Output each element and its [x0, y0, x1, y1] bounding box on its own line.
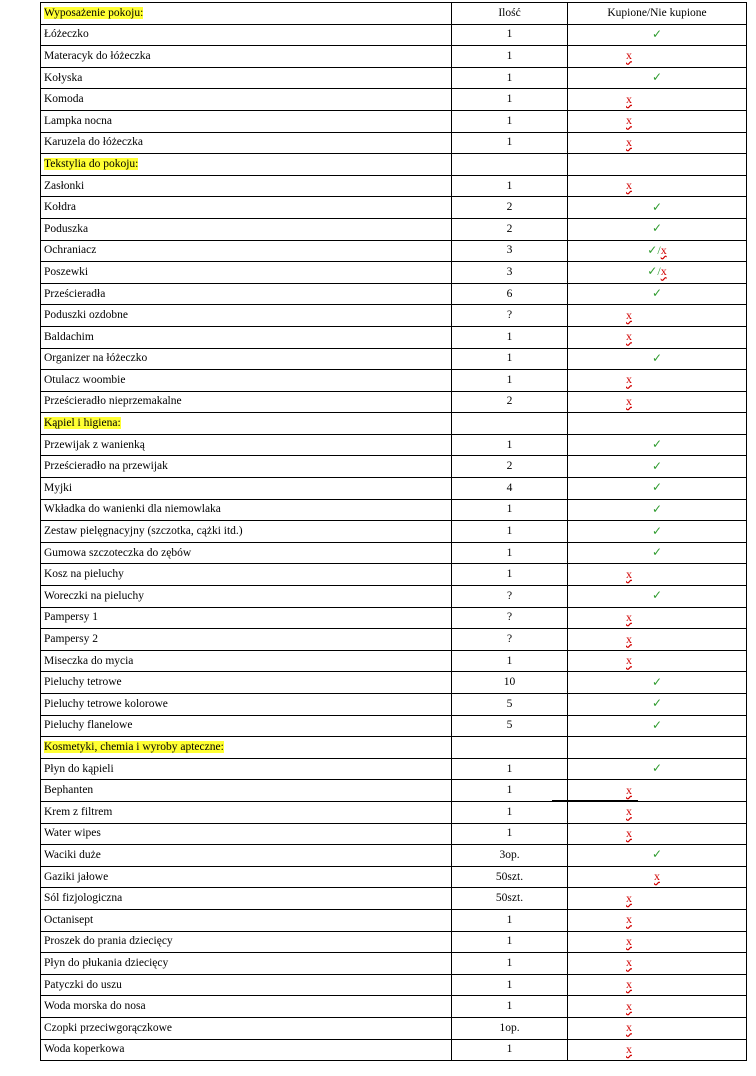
status-cell — [568, 694, 747, 716]
quantity-cell: 1 — [452, 521, 568, 543]
quantity-cell: 1 — [452, 132, 568, 154]
check-icon: ✓ — [651, 523, 663, 538]
item-name-cell: Materacyk do łóżeczka — [41, 46, 452, 68]
not-bought-icon: x — [654, 869, 660, 884]
status-cell — [568, 218, 747, 240]
item-name-cell: Bephanten — [41, 780, 452, 802]
item-name-cell: Komoda — [41, 89, 452, 111]
section-row — [41, 737, 747, 759]
separator: / — [657, 242, 661, 257]
item-name-cell: Poduszka — [41, 218, 452, 240]
table-row — [41, 262, 747, 284]
status-cell — [568, 953, 747, 975]
table-row — [41, 866, 747, 888]
status-cell — [568, 348, 747, 370]
status-cell — [568, 46, 747, 68]
item-name-cell: Ochraniacz — [41, 240, 452, 262]
table-row — [41, 758, 747, 780]
not-bought-icon: x — [626, 113, 632, 128]
table-row — [41, 715, 747, 737]
item-name-cell: Pampersy 2 — [41, 629, 452, 651]
check-icon: ✓ — [651, 437, 663, 452]
status-cell — [568, 175, 747, 197]
status-cell — [568, 110, 747, 132]
item-name-cell: Sól fizjologiczna — [41, 888, 452, 910]
status-cell — [568, 672, 747, 694]
item-name-cell: Krem z filtrem — [41, 801, 452, 823]
table-row — [41, 67, 747, 89]
quantity-cell: 1 — [452, 67, 568, 89]
item-name-cell: Wkładka do wanienki dla niemowlaka — [41, 499, 452, 521]
quantity-cell: 1 — [452, 1039, 568, 1061]
table-row — [41, 823, 747, 845]
item-name-cell: Kołyska — [41, 67, 452, 89]
quantity-cell: ? — [452, 607, 568, 629]
not-bought-icon: x — [626, 804, 632, 819]
quantity-cell: 6 — [452, 283, 568, 305]
check-icon: ✓ — [651, 545, 663, 560]
check-icon: ✓ — [651, 26, 663, 41]
not-bought-icon: x — [626, 631, 632, 646]
status-cell — [568, 823, 747, 845]
item-name-cell: Gaziki jałowe — [41, 866, 452, 888]
quantity-cell: 3 — [452, 262, 568, 284]
item-name-cell: Gumowa szczoteczka do zębów — [41, 542, 452, 564]
quantity-cell: 1 — [452, 650, 568, 672]
status-cell — [568, 132, 747, 154]
table-row — [41, 456, 747, 478]
quantity-cell: 3op. — [452, 845, 568, 867]
not-bought-icon: x — [660, 264, 667, 279]
quantity-cell: 4 — [452, 478, 568, 500]
quantity-cell: 2 — [452, 197, 568, 219]
status-cell — [568, 521, 747, 543]
table-row — [41, 305, 747, 327]
not-bought-icon: x — [626, 912, 632, 927]
item-name-cell — [41, 413, 452, 435]
quantity-cell: 10 — [452, 672, 568, 694]
status-cell — [568, 326, 747, 348]
table-row — [41, 974, 747, 996]
status-cell — [568, 262, 747, 284]
partial-status — [647, 244, 666, 257]
quantity-cell: 2 — [452, 391, 568, 413]
status-cell — [568, 607, 747, 629]
quantity-cell: 50szt. — [452, 866, 568, 888]
status-cell — [568, 845, 747, 867]
table-row — [41, 46, 747, 68]
not-bought-icon: x — [626, 933, 632, 948]
table-row — [41, 132, 747, 154]
not-bought-icon: x — [626, 955, 632, 970]
not-bought-icon: x — [626, 1041, 632, 1056]
quantity-cell: 1 — [452, 46, 568, 68]
quantity-cell: ? — [452, 305, 568, 327]
status-cell — [568, 456, 747, 478]
quantity-cell: 1 — [452, 499, 568, 521]
item-name-cell: Prześcieradło nieprzemakalne — [41, 391, 452, 413]
status-cell — [568, 1017, 747, 1039]
check-icon: ✓ — [647, 242, 658, 257]
item-name-cell: Miseczka do mycia — [41, 650, 452, 672]
table-row — [41, 326, 747, 348]
item-name-cell: Woda morska do nosa — [41, 996, 452, 1018]
not-bought-icon: x — [626, 998, 632, 1013]
quantity-cell: 1 — [452, 175, 568, 197]
quantity-cell: ? — [452, 586, 568, 608]
quantity-cell: 2 — [452, 218, 568, 240]
status-cell — [568, 283, 747, 305]
table-row — [41, 888, 747, 910]
table-row — [41, 348, 747, 370]
section-title: Kąpiel i higiena: — [44, 417, 121, 430]
check-icon: ✓ — [651, 501, 663, 516]
table-row — [41, 499, 747, 521]
item-name-cell: Kołdra — [41, 197, 452, 219]
table-row — [41, 650, 747, 672]
item-name-cell — [41, 737, 452, 759]
shopping-list-table — [40, 2, 747, 1061]
stray-line — [552, 800, 638, 801]
quantity-cell: 1 — [452, 953, 568, 975]
item-name-cell: Myjki — [41, 478, 452, 500]
status-cell — [568, 154, 747, 176]
status-cell — [568, 370, 747, 392]
not-bought-icon: x — [626, 307, 632, 322]
quantity-cell: ? — [452, 629, 568, 651]
item-name-cell: Przewijak z wanienką — [41, 434, 452, 456]
item-name-cell: Patyczki do uszu — [41, 974, 452, 996]
table-row — [41, 780, 747, 802]
status-cell — [568, 888, 747, 910]
quantity-cell: 5 — [452, 715, 568, 737]
quantity-cell: 1 — [452, 996, 568, 1018]
item-name-cell: Zestaw pielęgnacyjny (szczotka, cążki itd.) — [41, 521, 452, 543]
item-name-cell: Woreczki na pieluchy — [41, 586, 452, 608]
quantity-cell: 2 — [452, 456, 568, 478]
check-icon: ✓ — [651, 199, 663, 214]
check-icon: ✓ — [651, 221, 663, 236]
status-cell — [568, 413, 747, 435]
table-row — [41, 953, 747, 975]
item-name-cell: Woda koperkowa — [41, 1039, 452, 1061]
status-cell — [568, 758, 747, 780]
quantity-cell: 50szt. — [452, 888, 568, 910]
not-bought-icon: x — [626, 566, 632, 581]
not-bought-icon: x — [626, 178, 632, 193]
not-bought-icon: x — [626, 653, 632, 668]
table-row — [41, 434, 747, 456]
quantity-cell: 1 — [452, 758, 568, 780]
status-cell — [568, 499, 747, 521]
quantity-cell: 1 — [452, 89, 568, 111]
check-icon: ✓ — [651, 480, 663, 495]
quantity-cell — [452, 413, 568, 435]
table-row — [41, 909, 747, 931]
item-name-cell: Zasłonki — [41, 175, 452, 197]
not-bought-icon: x — [626, 393, 632, 408]
item-name-cell: Prześcieradła — [41, 283, 452, 305]
item-name-cell: Kosz na pieluchy — [41, 564, 452, 586]
quantity-cell: 1 — [452, 348, 568, 370]
status-cell — [568, 197, 747, 219]
status-cell — [568, 240, 747, 262]
check-icon: ✓ — [651, 696, 663, 711]
table-row — [41, 629, 747, 651]
status-cell — [568, 974, 747, 996]
section-highlight: Wyposażenie pokoju: — [44, 6, 144, 19]
status-cell — [568, 737, 747, 759]
quantity-cell — [452, 154, 568, 176]
item-name-cell: Lampka nocna — [41, 110, 452, 132]
not-bought-icon: x — [626, 1020, 632, 1035]
check-icon: ✓ — [651, 286, 663, 301]
section-row — [41, 413, 747, 435]
table-row — [41, 564, 747, 586]
not-bought-icon: x — [626, 890, 632, 905]
item-name-cell — [41, 154, 452, 176]
table-row — [41, 996, 747, 1018]
table-row — [41, 1039, 747, 1061]
item-name-cell: Water wipes — [41, 823, 452, 845]
table-row — [41, 110, 747, 132]
section-row — [41, 154, 747, 176]
table-row — [41, 542, 747, 564]
check-icon: ✓ — [651, 350, 663, 365]
status-cell — [568, 650, 747, 672]
table-row — [41, 931, 747, 953]
quantity-cell: 1 — [452, 370, 568, 392]
status-cell — [568, 542, 747, 564]
check-icon: ✓ — [651, 458, 663, 473]
status-cell — [568, 586, 747, 608]
not-bought-icon: x — [626, 825, 632, 840]
quantity-cell: 1op. — [452, 1017, 568, 1039]
table-row — [41, 391, 747, 413]
check-icon: ✓ — [647, 264, 658, 279]
item-name-cell: Karuzela do łóżeczka — [41, 132, 452, 154]
item-name-cell: Pampersy 1 — [41, 607, 452, 629]
table-row — [41, 478, 747, 500]
item-name-cell: Płyn do kąpieli — [41, 758, 452, 780]
check-icon: ✓ — [651, 674, 663, 689]
table-row — [41, 521, 747, 543]
table-header-row — [41, 3, 747, 25]
item-name-cell: Organizer na łóżeczko — [41, 348, 452, 370]
item-name-cell: Octanisept — [41, 909, 452, 931]
quantity-cell: 1 — [452, 801, 568, 823]
section-title: Tekstylia do pokoju: — [44, 157, 139, 170]
status-cell — [568, 801, 747, 823]
status-cell — [568, 780, 747, 802]
quantity-cell: 1 — [452, 542, 568, 564]
item-name-cell: Pieluchy tetrowe kolorowe — [41, 694, 452, 716]
quantity-cell: 1 — [452, 823, 568, 845]
header-status: Kupione/Nie kupione — [568, 3, 747, 25]
table-row — [41, 801, 747, 823]
partial-status — [647, 265, 666, 278]
status-cell — [568, 24, 747, 46]
item-name-cell: Łóżeczko — [41, 24, 452, 46]
check-icon: ✓ — [651, 588, 663, 603]
status-cell — [568, 564, 747, 586]
not-bought-icon: x — [626, 977, 632, 992]
table-row — [41, 694, 747, 716]
not-bought-icon: x — [626, 782, 632, 797]
table-row — [41, 370, 747, 392]
header-category — [41, 3, 452, 25]
table-row — [41, 586, 747, 608]
status-cell — [568, 305, 747, 327]
table-row — [41, 845, 747, 867]
status-cell — [568, 1039, 747, 1061]
quantity-cell: 1 — [452, 110, 568, 132]
item-name-cell: Pieluchy tetrowe — [41, 672, 452, 694]
quantity-cell: 1 — [452, 24, 568, 46]
item-name-cell: Proszek do prania dziecięcy — [41, 931, 452, 953]
table-row — [41, 283, 747, 305]
status-cell — [568, 434, 747, 456]
status-cell — [568, 67, 747, 89]
status-cell — [568, 629, 747, 651]
quantity-cell: 1 — [452, 564, 568, 586]
quantity-cell: 1 — [452, 909, 568, 931]
table-row — [41, 1017, 747, 1039]
quantity-cell: 1 — [452, 974, 568, 996]
quantity-cell: 5 — [452, 694, 568, 716]
status-cell — [568, 909, 747, 931]
item-name-cell: Czopki przeciwgorączkowe — [41, 1017, 452, 1039]
table-row — [41, 218, 747, 240]
not-bought-icon: x — [626, 48, 632, 63]
not-bought-icon: x — [626, 372, 632, 387]
status-cell — [568, 931, 747, 953]
not-bought-icon: x — [626, 91, 632, 106]
quantity-cell: 3 — [452, 240, 568, 262]
item-name-cell: Pieluchy flanelowe — [41, 715, 452, 737]
not-bought-icon: x — [626, 329, 632, 344]
status-cell — [568, 996, 747, 1018]
section-title: Kosmetyki, chemia i wyroby apteczne: — [44, 740, 224, 753]
item-name-cell: Poduszki ozdobne — [41, 305, 452, 327]
quantity-cell: 1 — [452, 780, 568, 802]
not-bought-icon: x — [660, 242, 667, 257]
check-icon: ✓ — [651, 847, 663, 862]
check-icon: ✓ — [651, 70, 663, 85]
item-name-cell: Płyn do płukania dziecięcy — [41, 953, 452, 975]
item-name-cell: Otulacz woombie — [41, 370, 452, 392]
not-bought-icon: x — [626, 134, 632, 149]
header-quantity: Ilość — [452, 3, 568, 25]
status-cell — [568, 89, 747, 111]
table-row — [41, 607, 747, 629]
item-name-cell: Poszewki — [41, 262, 452, 284]
table-row — [41, 672, 747, 694]
table-row — [41, 89, 747, 111]
status-cell — [568, 866, 747, 888]
table-row — [41, 175, 747, 197]
table-row — [41, 24, 747, 46]
status-cell — [568, 715, 747, 737]
quantity-cell: 1 — [452, 326, 568, 348]
check-icon: ✓ — [651, 717, 663, 732]
quantity-cell: 1 — [452, 931, 568, 953]
status-cell — [568, 478, 747, 500]
status-cell — [568, 391, 747, 413]
not-bought-icon: x — [626, 609, 632, 624]
separator: / — [657, 264, 661, 279]
quantity-cell: 1 — [452, 434, 568, 456]
check-icon: ✓ — [651, 761, 663, 776]
item-name-cell: Waciki duże — [41, 845, 452, 867]
item-name-cell: Prześcieradło na przewijak — [41, 456, 452, 478]
table-row — [41, 240, 747, 262]
quantity-cell — [452, 737, 568, 759]
item-name-cell: Baldachim — [41, 326, 452, 348]
table-row — [41, 197, 747, 219]
